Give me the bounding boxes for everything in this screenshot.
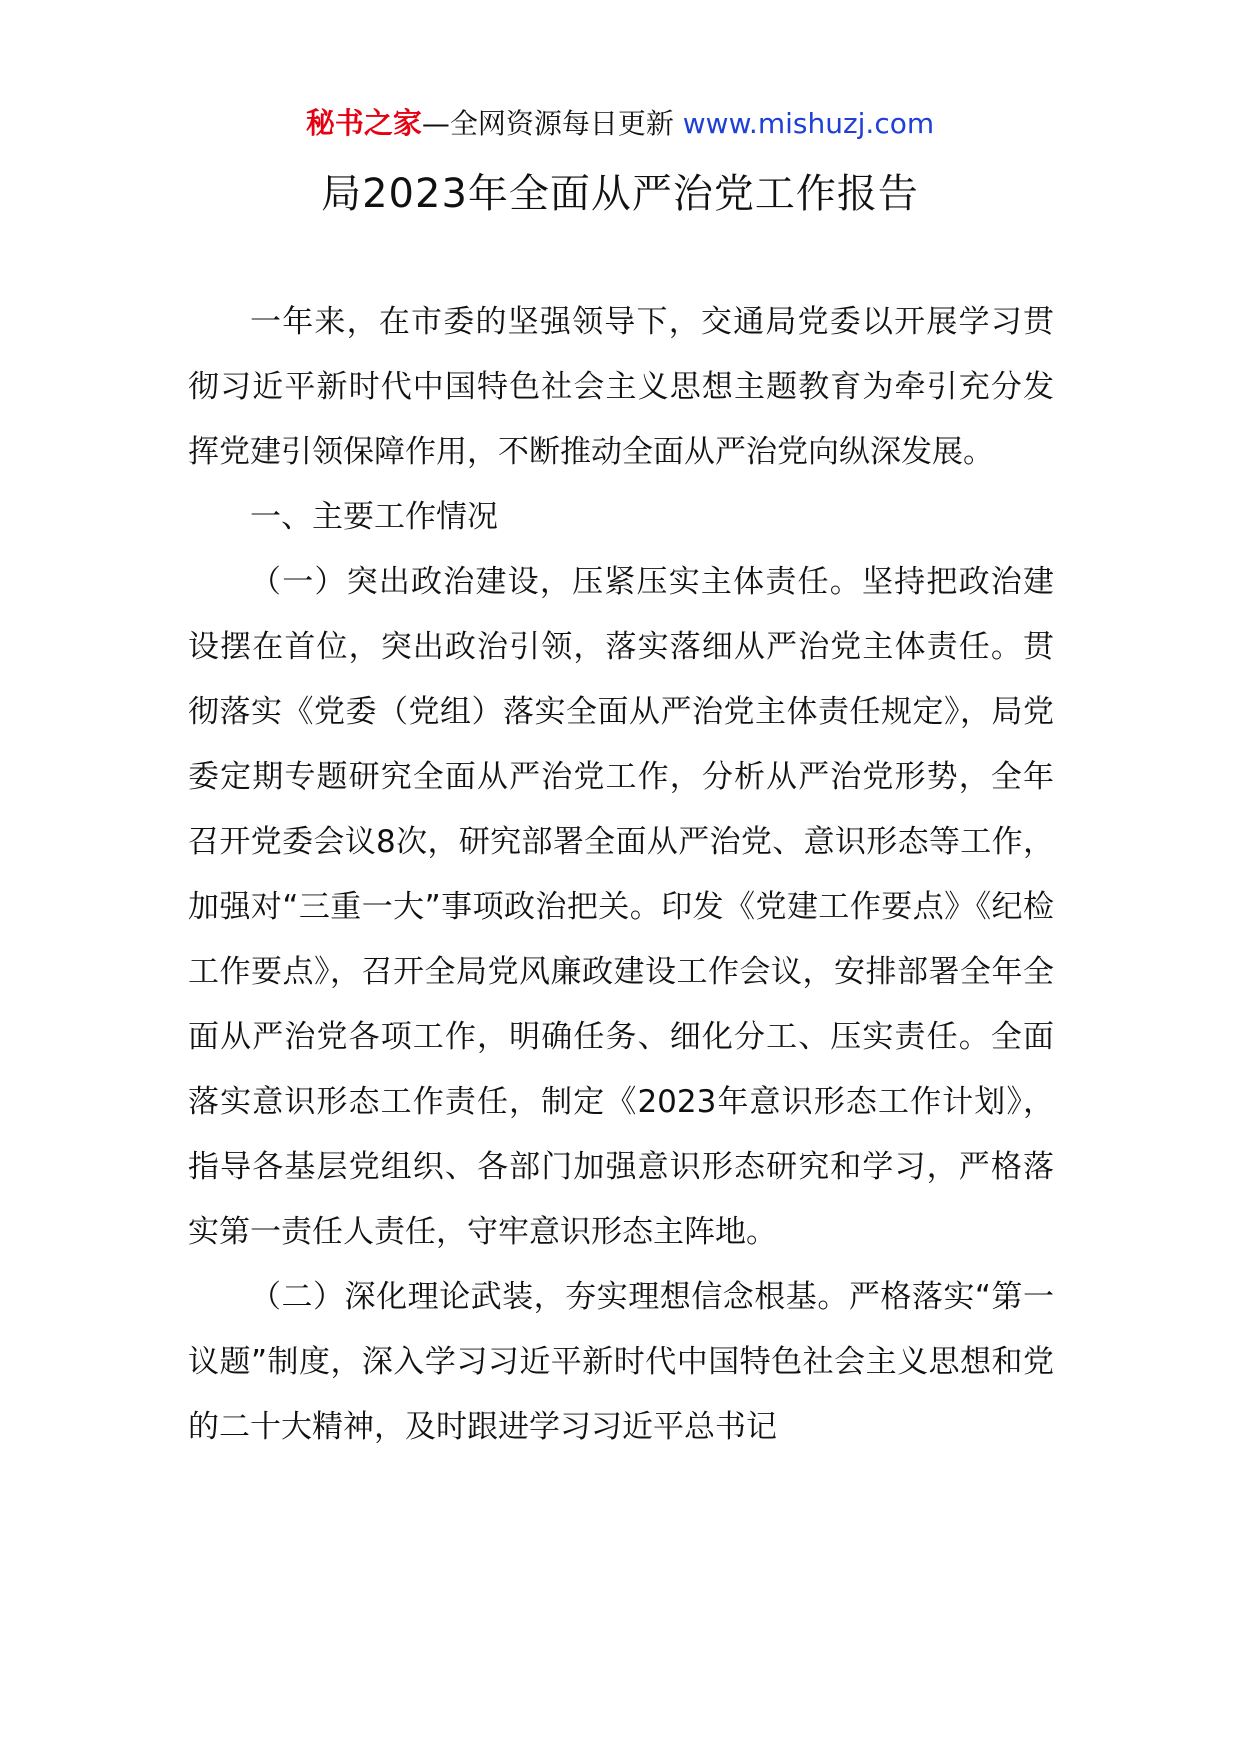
brand-name: 秘书之家 [305,106,422,140]
section-heading-main-work: 一、主要工作情况 [250,499,498,535]
document-title: 局2023年全面从严治党工作报告 [321,171,919,217]
document-body [188,290,1054,1460]
paragraph-theory-study: （二）深化理论武装，夯实理想信念根基。严格落实“第一议题”制度，深入学习习近平新时代中国特色社会主义思想和党的二十大精神，及时跟进学习习近平总书记 [188,1279,1054,1445]
watermark-banner [0,103,1240,144]
brand-slogan: —全网资源每日更新 [421,107,683,140]
paragraph-political-construction: （一）突出政治建设，压紧压实主体责任。坚持把政治建设摆在首位，突出政治引领，落实落细从严治党主体责任。贯彻落实《党委（党组）落实全面从严治党主体责任规定》，局党委定期专题研究全面从严治党工作，分析从严治党形势，全年召开党委会议8次，研究部署全面从严治党、意识形态等工作，加强对“三重一大”事项政治把关。印发《党建工作要点》《纪检工作要点》，召开全局党风廉政建设工作会议，安排部署全年全面从严治党各项工作，明确任务、细化分工、压实责任。全面落实意识形态工作责任，制定《2023年意识形态工作计划》，指导各基层党组织、各部门加强意识形态研究和学习，严格落实第一责任人责任，守牢意识形态主阵地。 [188,564,1054,1250]
site-url: www.mishuzj.com [682,107,935,140]
intro-paragraph: 一年来，在市委的坚强领导下，交通局党委以开展学习贯彻习近平新时代中国特色社会主义思想主题教育为牵引充分发挥党建引领保障作用，不断推动全面从严治党向纵深发展。 [188,304,1054,470]
